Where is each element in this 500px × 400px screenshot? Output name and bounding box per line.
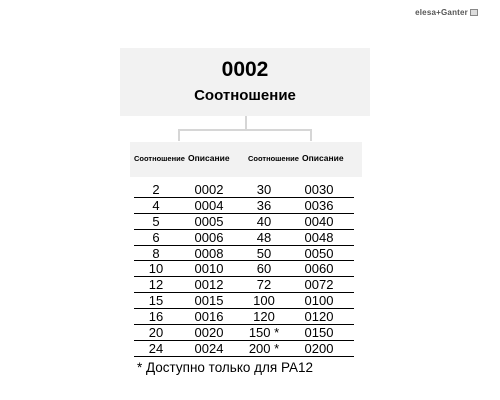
table-row: [134, 198, 354, 214]
ratio-cell: 100: [253, 293, 275, 309]
ratio-cell: 150 *: [248, 325, 280, 341]
description-cell: 0004: [194, 197, 224, 213]
description-cell: 0012: [194, 277, 224, 293]
header-description-1: Описание: [188, 153, 230, 163]
ratio-cell: 24: [148, 340, 164, 356]
title-panel: [120, 48, 370, 116]
description-cell: 0002: [194, 182, 224, 197]
description-cell: 0030: [304, 182, 334, 197]
description-cell: 0200: [304, 340, 334, 356]
ratio-cell: 120: [253, 309, 275, 325]
table-header: [130, 142, 362, 177]
table-row: [134, 214, 354, 230]
header-ratio-1: Соотношение: [134, 154, 185, 163]
description-cell: 0008: [194, 245, 224, 261]
ratio-cell: 6: [152, 229, 160, 245]
table-row: [134, 261, 354, 277]
description-cell: 0006: [194, 229, 224, 245]
connector-line: [178, 129, 180, 141]
description-cell: 0015: [194, 293, 224, 309]
ratio-cell: 60: [256, 261, 272, 277]
description-cell: 0020: [194, 325, 224, 341]
brand-logo: [415, 8, 478, 17]
ratio-cell: 2: [152, 182, 160, 197]
ratio-cell: 50: [256, 245, 272, 261]
description-cell: 0040: [304, 213, 334, 229]
description-cell: 0100: [304, 293, 334, 309]
ratio-table: [134, 182, 354, 357]
description-cell: 0072: [304, 277, 334, 293]
ratio-cell: 5: [152, 213, 160, 229]
description-cell: 0036: [304, 197, 334, 213]
ratio-cell: 15: [148, 293, 164, 309]
ratio-cell: 40: [256, 213, 272, 229]
description-cell: 0024: [194, 340, 224, 356]
description-cell: 0010: [194, 261, 224, 277]
ratio-cell: 30: [256, 182, 272, 197]
description-cell: 0150: [304, 325, 334, 341]
brand-logo-mark: [470, 9, 478, 16]
description-cell: 0060: [304, 261, 334, 277]
footnote: * Доступно только для PA12: [137, 360, 313, 375]
description-cell: 0050: [304, 245, 334, 261]
ratio-cell: 200 *: [248, 340, 280, 356]
connector-line: [310, 129, 312, 141]
description-cell: 0120: [304, 309, 334, 325]
description-cell: 0005: [194, 213, 224, 229]
table-row: [134, 230, 354, 246]
header-ratio-2: Соотношение: [248, 154, 299, 163]
ratio-cell: 10: [148, 261, 164, 277]
connector-line: [178, 129, 312, 131]
table-row: [134, 277, 354, 293]
connector-line: [245, 116, 247, 130]
ratio-cell: 48: [256, 229, 272, 245]
brand-logo-text: elesa+Ganter: [415, 8, 468, 17]
table-row: [134, 309, 354, 325]
table-row: [134, 325, 354, 341]
ratio-cell: 4: [152, 197, 160, 213]
ratio-cell: 16: [148, 309, 164, 325]
header-description-2: Описание: [302, 153, 344, 163]
code-title: 0002: [221, 58, 269, 81]
ratio-cell: 20: [148, 325, 164, 341]
table-row: [134, 246, 354, 262]
table-row: [134, 341, 354, 357]
ratio-cell: 72: [256, 277, 272, 293]
ratio-cell: 8: [152, 245, 160, 261]
description-cell: 0016: [194, 309, 224, 325]
table-row: [134, 293, 354, 309]
ratio-cell: 12: [148, 277, 164, 293]
ratio-cell: 36: [256, 197, 272, 213]
section-subtitle: Соотношение: [194, 87, 296, 104]
description-cell: 0048: [304, 229, 334, 245]
table-row: [134, 182, 354, 198]
